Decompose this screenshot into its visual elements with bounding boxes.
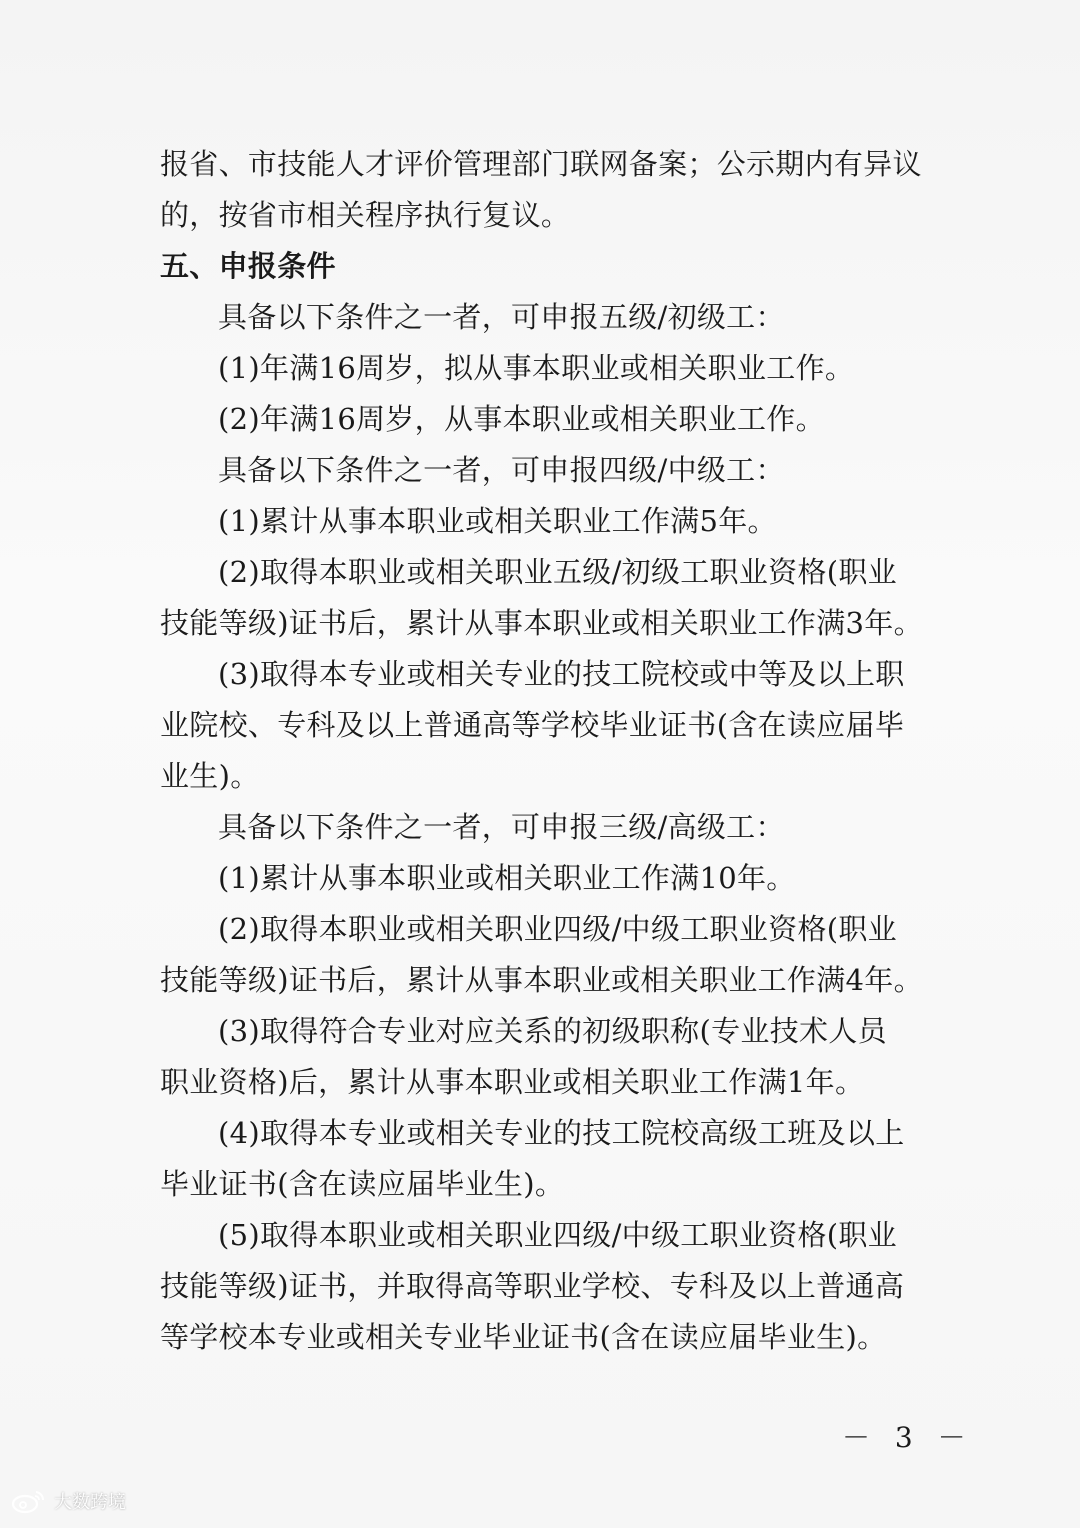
text-line: (2)取得本职业或相关职业四级/中级工职业资格(职业 — [218, 912, 897, 946]
section-heading: 五、申报条件 — [160, 249, 336, 283]
watermark-text: 大数跨境 — [54, 1492, 126, 1513]
text-line: (1)累计从事本职业或相关职业工作满10年。 — [218, 861, 796, 895]
text-line: 业生)。 — [160, 759, 260, 793]
page-number: － 3 － — [842, 1421, 974, 1454]
text-line: (1)累计从事本职业或相关职业工作满5年。 — [218, 504, 777, 538]
text-line: (5)取得本职业或相关职业四级/中级工职业资格(职业 — [218, 1218, 897, 1252]
text-line: 技能等级)证书后，累计从事本职业或相关职业工作满3年。 — [160, 606, 923, 640]
weibo-logo-icon — [10, 1488, 48, 1514]
text-line: 具备以下条件之一者，可申报四级/中级工： — [218, 453, 785, 487]
text-line: (4)取得本专业或相关专业的技工院校高级工班及以上 — [218, 1116, 905, 1150]
text-line: 职业资格)后，累计从事本职业或相关职业工作满1年。 — [160, 1065, 865, 1099]
text-line: 具备以下条件之一者，可申报三级/高级工： — [218, 810, 785, 844]
text-line: 技能等级)证书后，累计从事本职业或相关职业工作满4年。 — [160, 963, 923, 997]
document-body — [160, 139, 923, 1363]
text-line: 业院校、专科及以上普通高等学校毕业证书(含在读应届毕 — [160, 708, 905, 742]
text-line: (1)年满16周岁，拟从事本职业或相关职业工作。 — [218, 351, 855, 385]
watermark — [10, 1488, 126, 1514]
text-line: (2)取得本职业或相关职业五级/初级工职业资格(职业 — [218, 555, 897, 589]
text-line: 具备以下条件之一者，可申报五级/初级工： — [218, 300, 785, 334]
text-line: 等学校本专业或相关专业毕业证书(含在读应届毕业生)。 — [160, 1320, 887, 1354]
text-line: 的，按省市相关程序执行复议。 — [160, 198, 571, 232]
text-line: (3)取得符合专业对应关系的初级职称(专业技术人员 — [218, 1014, 887, 1048]
text-line: (2)年满16周岁，从事本职业或相关职业工作。 — [218, 402, 825, 436]
text-line: (3)取得本专业或相关专业的技工院校或中等及以上职 — [218, 657, 905, 691]
text-line: 报省、市技能人才评价管理部门联网备案；公示期内有异议 — [160, 147, 922, 181]
text-line: 毕业证书(含在读应届毕业生)。 — [160, 1167, 565, 1201]
text-line: 技能等级)证书，并取得高等职业学校、专科及以上普通高 — [160, 1269, 905, 1303]
